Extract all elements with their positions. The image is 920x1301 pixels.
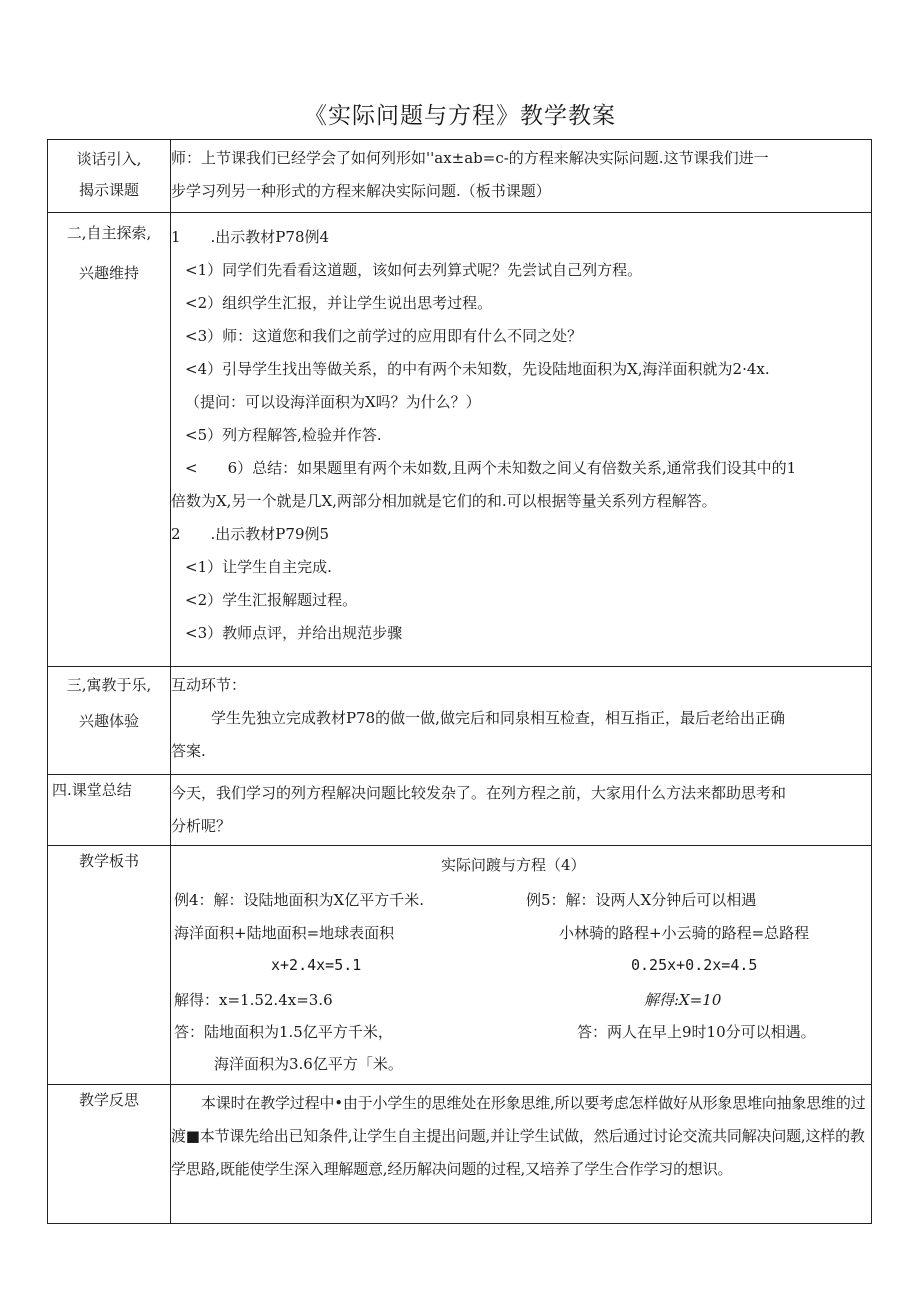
row-content	[171, 213, 872, 667]
board-left-line: 海洋面积+陆地面积=地球表面积	[174, 924, 395, 942]
row-label	[48, 667, 171, 775]
row-label-line: 谈话引入,	[76, 150, 142, 168]
content-line: <5）列方程解答,检验并作答.	[185, 426, 382, 444]
content-line: 2 .出示教材P79例5	[171, 525, 330, 543]
content-line: 学生先独立完成教材P78的做一做,做完后和同泉相互检查，相互指正，最后老给出正确	[211, 709, 785, 727]
content-line: 1 .出示教材P78例4	[171, 228, 330, 246]
board-content	[171, 846, 872, 1085]
board-heading: 实际问踱与方程（4）	[441, 856, 586, 874]
content-line: 答案.	[171, 742, 206, 760]
row-content	[171, 775, 872, 846]
page-title: 《实际问题与方程》教学教案	[304, 103, 616, 129]
content-line: <1）让学生自主完成.	[185, 558, 332, 576]
table-row	[48, 1085, 872, 1224]
board-left-line: 答：陆地面积为1.5亿平方千米，	[174, 1023, 393, 1041]
board-left-line: x+2.4x=5.1	[271, 956, 362, 974]
row-label	[48, 213, 171, 667]
content-line: <3）师：这道您和我们之前学过的应用即有什么不同之处？	[185, 327, 583, 345]
reflection-text: 本课时在教学过程中•由于小学生的思维处在形象思维,所以要考虑怎样做好从形象思堆向抽象思维的过渡■本节课先给出已知条件,让学生自主提出问题,并让学生试做，然后通过讨论交流共同解决问题,这样的教学思路,既能使学生深入理解题意,经历解决问题的过程,又培养了学生合作学习的想识。	[171, 1094, 866, 1178]
board-left-line: 例4：解：设陆地面积为X亿平方千米.	[174, 891, 424, 909]
board-left-line: 解得：x=1.52.4x=3.6	[174, 991, 333, 1009]
row-label	[48, 140, 171, 213]
table-row	[48, 846, 872, 1085]
board-left-line: 海洋面积为3.6亿平方「米。	[214, 1055, 403, 1073]
content-line: <2）组织学生汇报，并让学生说出思考过程。	[185, 294, 493, 312]
row-label-line: 兴趣维持	[78, 264, 139, 282]
content-line: （提问：可以设海洋面积为X吗？为什么？）	[185, 393, 481, 411]
row-label-line: 揭示课题	[78, 181, 139, 199]
board	[171, 846, 871, 1084]
board-right-line: 答：两人在早上9时10分可以相遇。	[577, 1023, 816, 1041]
row-label	[48, 775, 171, 846]
table-row	[48, 775, 872, 846]
content-line: 倍数为X,另一个就是几X,两部分相加就是它们的和.可以根据等量关系列方程解答。	[171, 492, 717, 510]
row-content	[171, 1085, 872, 1224]
board-right-line: 解得:X=10	[644, 991, 722, 1009]
table-row	[48, 213, 872, 667]
row-label	[48, 846, 171, 1085]
row-label-line: 教学板书	[78, 852, 139, 870]
row-label-line: 二,自主探索,	[66, 224, 152, 242]
board-right-line: 小林骑的路程+小云骑的路程=总路程	[559, 924, 810, 942]
row-content	[171, 140, 872, 213]
content-line-clipped: <3）教师点评，并给出规范步骤	[185, 624, 403, 642]
content-line: <1）同学们先看看这道题，该如何去列算式呢？先尝试自己列方程。	[185, 261, 643, 279]
board-right-line: 0.25x+0.2x=4.5	[631, 956, 758, 974]
row-label-line: 教学反思	[78, 1091, 139, 1109]
lesson-plan-table	[47, 139, 872, 1224]
row-label-line: 三,寓教于乐,	[66, 676, 152, 694]
row-label-line: 四.课堂总结	[52, 781, 132, 799]
row-label-line: 兴趣体验	[78, 712, 139, 730]
board-right-line: 例5：解：设两人X分钟后可以相遇	[526, 891, 757, 909]
table-row	[48, 667, 872, 775]
content-line: 互动环节：	[171, 676, 247, 694]
content-line: 今天，我们学习的列方程解决问题比较发杂了。在列方程之前，大家用什么方法来都助思考和	[171, 784, 787, 802]
content-line: 分析呢？	[171, 817, 232, 835]
row-label	[48, 1085, 171, 1224]
table-row	[48, 140, 872, 213]
content-line: 步学习列另一种形式的方程来解决实际问题.（板书课题）	[171, 182, 551, 200]
content-line: <2）学生汇报解题过程。	[185, 591, 358, 609]
content-line: < 6）总结：如果题里有两个未如数,且两个未知数之间乂有倍数关系,通常我们设其中的1	[185, 459, 797, 477]
content-line: <4）引导学生找出等做关系，的中有两个未知数，先设陆地面积为X,海洋面积就为2·4x.	[185, 360, 770, 378]
row-content	[171, 667, 872, 775]
content-line: 师：上节课我们已经学会了如何列形如''ax±ab=c-的方程来解决实际问题.这节课我们进一	[171, 149, 769, 167]
